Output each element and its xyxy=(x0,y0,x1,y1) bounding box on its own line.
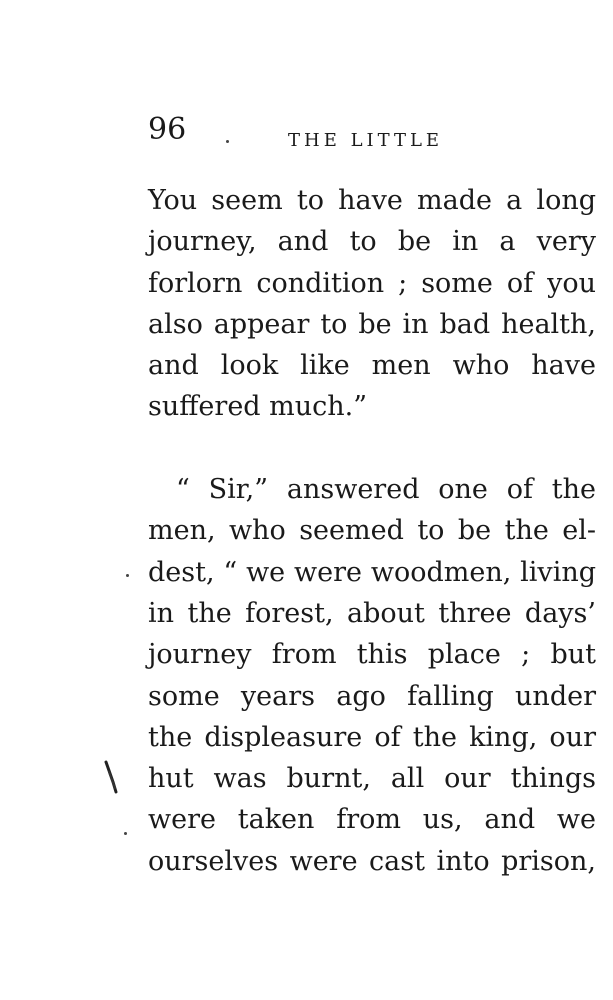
paper-speck xyxy=(226,140,229,143)
ink-mark-icon xyxy=(104,760,118,794)
text-line: You seem to have made a long xyxy=(148,185,596,216)
text-line: the displeasure of the king, our xyxy=(148,721,596,753)
text-line: also appear to be in bad health, xyxy=(148,308,596,340)
paragraph-gap xyxy=(148,428,596,469)
text-line: some years ago falling under xyxy=(148,680,596,712)
text-line: in the forest, about three days’ xyxy=(148,597,596,629)
text-line: journey, and to be in a very xyxy=(148,226,596,258)
text-line: and look like men who have xyxy=(148,350,596,382)
text-line: were taken from us, and we xyxy=(148,804,596,836)
text-line: ourselves were cast into prison, xyxy=(148,845,596,877)
text-line: journey from this place ; but xyxy=(148,639,596,671)
text-line: dest, “ we were woodmen, living xyxy=(148,556,596,588)
body-text xyxy=(148,180,596,882)
page-header xyxy=(148,112,598,152)
paper-speck xyxy=(124,832,127,835)
text-line: forlorn condition ; some of you xyxy=(148,267,596,299)
paper-speck xyxy=(126,574,129,577)
text-line: men, who seemed to be the el- xyxy=(148,515,596,547)
text-line: suffered much.” xyxy=(148,391,368,423)
page-number: 96 xyxy=(148,112,187,147)
text-line: “ Sir,” answered one of the xyxy=(176,474,596,506)
running-head: THE LITTLE xyxy=(288,130,444,151)
text-line: hut was burnt, all our things xyxy=(148,763,596,795)
